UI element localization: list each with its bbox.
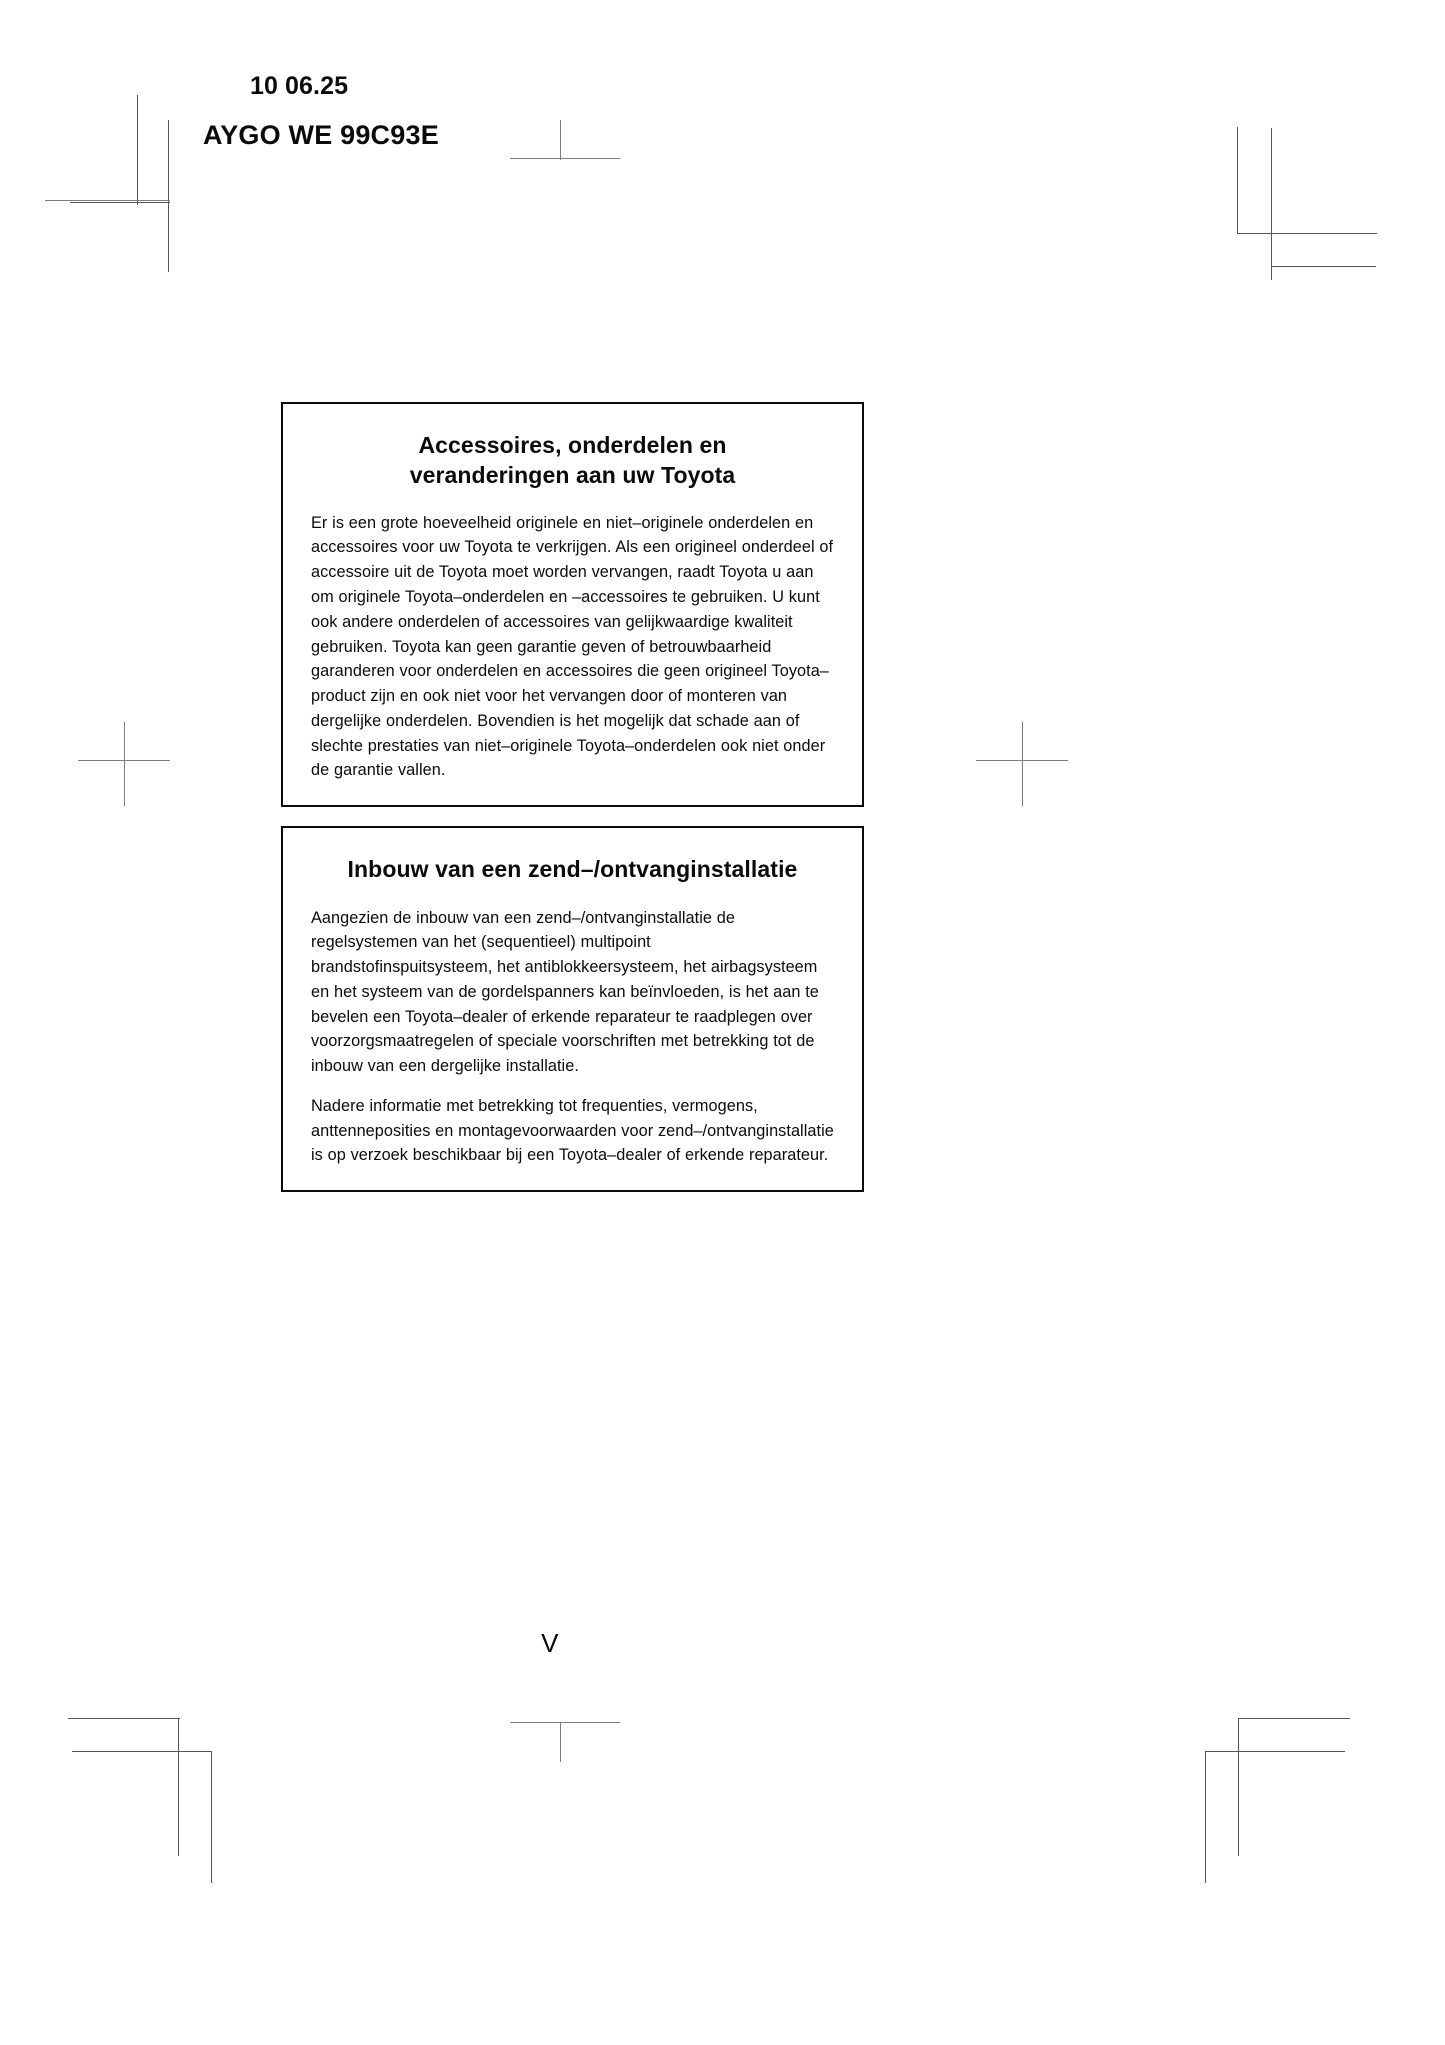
crop-mark-horizontal	[1271, 266, 1376, 267]
page-title: AYGO WE 99C93E	[203, 120, 439, 150]
crop-mark-vertical	[1238, 1718, 1239, 1856]
crop-mark-horizontal	[1205, 1751, 1345, 1752]
accessories-panel-title-line2: veranderingen aan uw Toyota	[409, 462, 736, 489]
radio-installation-panel-paragraph: Nadere informatie met betrekking tot frequenties, vermogens, anttenneposities en montagevoorwaarden voor zend–/ontvanginstallatie is op verzoek beschikbaar bij een Toyota–dealer of erkende reparateur.	[311, 1096, 834, 1165]
crop-mark-vertical	[1205, 1751, 1206, 1883]
page-number: V	[541, 1628, 559, 1658]
crop-mark-horizontal	[45, 200, 170, 201]
crop-mark-vertical	[560, 120, 561, 160]
radio-installation-panel-body	[311, 906, 834, 1169]
radio-installation-panel-title-line1: Inbouw van een zend–/ontvanginstallatie	[347, 856, 798, 883]
crop-mark-horizontal	[68, 1718, 180, 1719]
accessories-panel-title	[311, 430, 834, 491]
crop-mark-vertical	[1271, 128, 1272, 280]
crop-mark-vertical	[137, 95, 138, 205]
accessories-panel-title-line1: Accessoires, onderdelen en	[418, 432, 727, 458]
crop-mark-vertical	[560, 1722, 561, 1762]
radio-installation-panel	[281, 826, 864, 1192]
accessories-panel	[281, 402, 864, 807]
crop-mark-vertical	[124, 722, 125, 806]
radio-installation-panel-paragraph: Aangezien de inbouw van een zend–/ontvanginstallatie de regelsystemen van het (sequentieel) multipoint brandstofinspuitsysteem, het antiblokkeersysteem, het airbagsysteem en het systeem van de gordelspanners kan beïnvloeden, is het aan te bevelen een Toyota–dealer of erkende reparateur te raadplegen over voorzorgsmaatregelen of speciale voorschriften met betrekking tot de inbouw van een dergelijke installatie.	[311, 908, 819, 1076]
crop-mark-vertical	[211, 1751, 212, 1883]
content-area	[281, 402, 864, 1192]
radio-installation-panel-title	[311, 854, 834, 884]
crop-mark-horizontal	[72, 1751, 212, 1752]
header-code: 10 06.25	[250, 72, 349, 100]
crop-mark-vertical	[1237, 127, 1238, 234]
accessories-panel-body	[311, 511, 834, 783]
crop-mark-horizontal	[510, 1722, 620, 1723]
crop-mark-horizontal	[510, 158, 620, 159]
crop-mark-vertical	[178, 1718, 179, 1856]
crop-mark-vertical	[168, 120, 169, 272]
crop-mark-horizontal	[1238, 1718, 1350, 1719]
accessories-panel-paragraph: Er is een grote hoeveelheid originele en niet–originele onderdelen en accessoires voor uw Toyota te verkrijgen. Als een origineel onderdeel of accessoire uit de Toyota moet worden vervangen, raadt Toyota u aan om originele Toyota–onderdelen en –accessoires te gebruiken. U kunt ook andere onderdelen of accessoires van gelijkwaardige kwaliteit gebruiken. Toyota kan geen garantie geven of betrouwbaarheid garanderen voor onderdelen en accessoires die geen origineel Toyota–product zijn en ook niet voor het vervangen door of monteren van dergelijke onderdelen. Bovendien is het mogelijk dat schade aan of slechte prestaties van niet–originele Toyota–onderdelen ook niet onder de garantie vallen.	[311, 513, 834, 780]
crop-mark-horizontal	[70, 202, 170, 203]
crop-mark-vertical	[1022, 722, 1023, 806]
crop-mark-horizontal	[1237, 233, 1377, 234]
